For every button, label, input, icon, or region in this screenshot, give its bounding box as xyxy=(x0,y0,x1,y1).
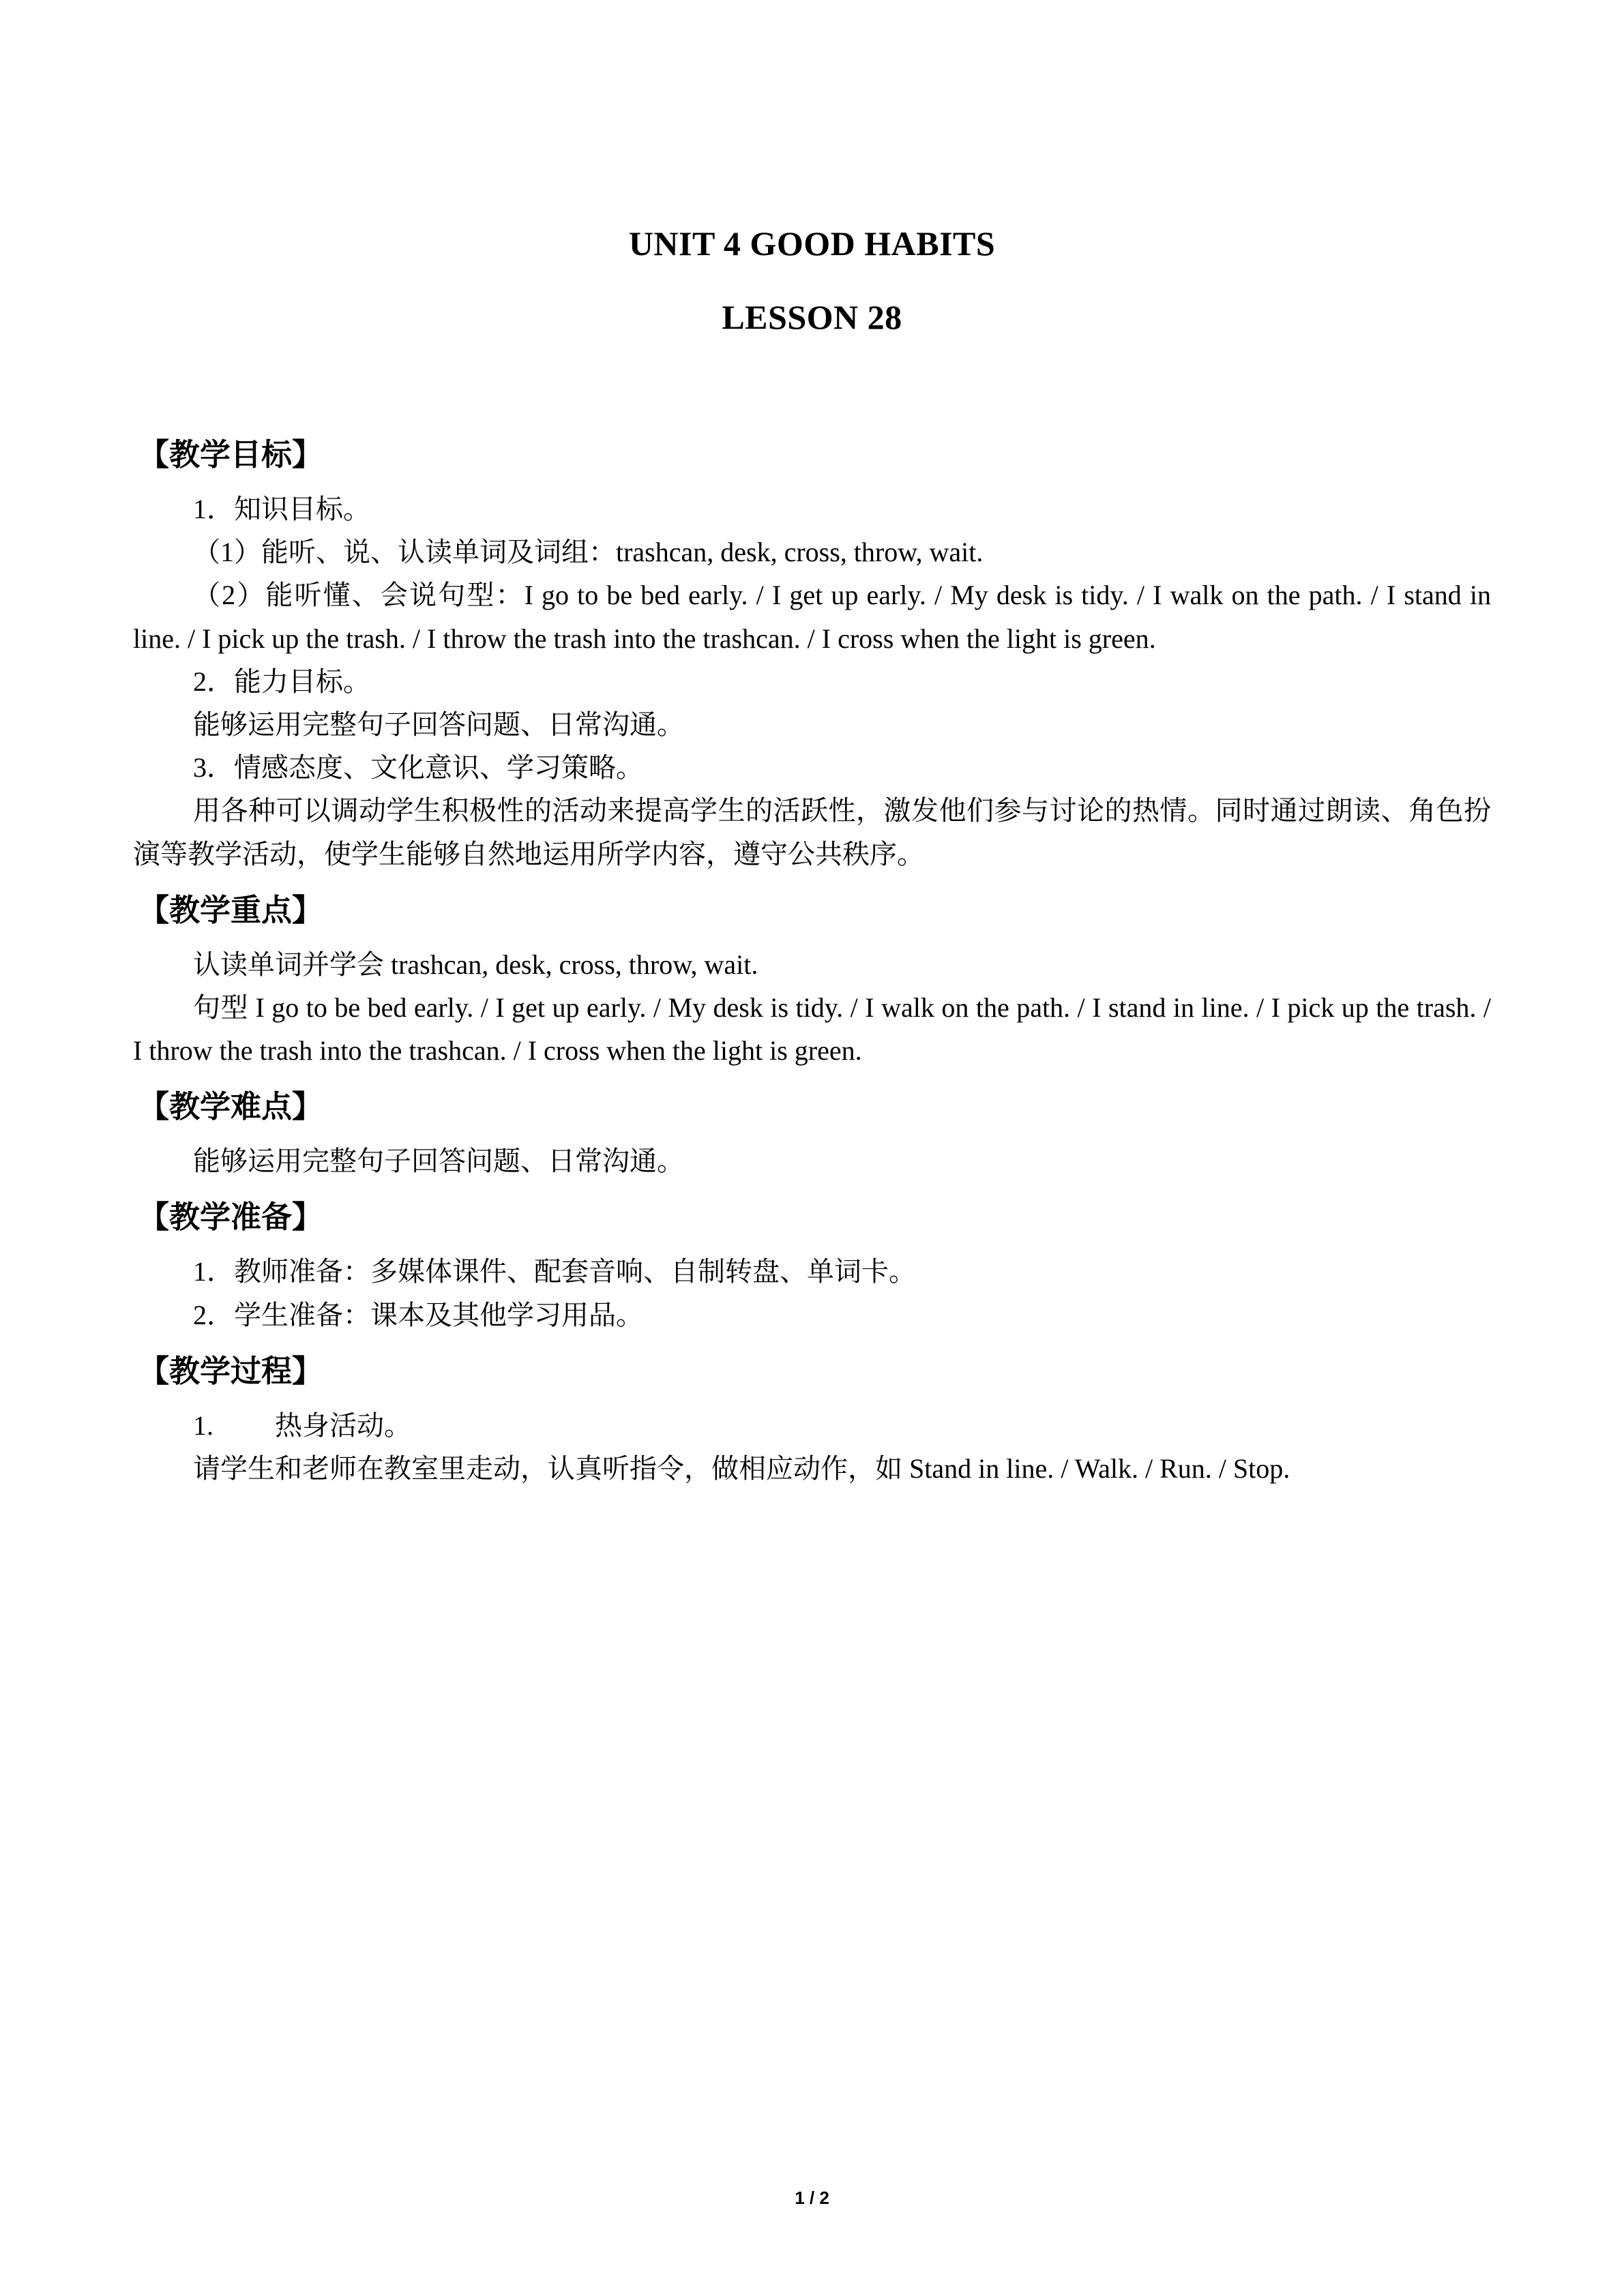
key-point-1: 认读单词并学会 trashcan, desk, cross, throw, wait. xyxy=(193,949,758,980)
objective-1: 1．知识目标。 xyxy=(193,494,370,524)
difficulties-text: 能够运用完整句子回答问题、日常沟通。 xyxy=(193,1146,684,1177)
spacer xyxy=(133,1236,1491,1250)
heading-objectives: 【教学目标】 xyxy=(138,438,323,472)
spacer xyxy=(133,1182,1491,1192)
objective-2: 2．能力目标。 xyxy=(193,666,370,697)
spacer xyxy=(133,1390,1491,1404)
objective-2-text: 能够运用完整句子回答问题、日常沟通。 xyxy=(193,709,684,740)
spacer xyxy=(133,474,1491,488)
page-title: UNIT 4 GOOD HABITS xyxy=(628,224,996,263)
heading-key-points: 【教学重点】 xyxy=(138,893,323,927)
spacer xyxy=(133,876,1491,885)
page-subtitle: LESSON 28 xyxy=(722,298,902,336)
spacer xyxy=(133,929,1491,943)
preparation-2: 2．学生准备：课本及其他学习用品。 xyxy=(193,1299,643,1330)
preparation-1: 1．教师准备：多媒体课件、配套音响、自制转盘、单词卡。 xyxy=(193,1256,916,1287)
heading-process: 【教学过程】 xyxy=(138,1354,323,1388)
spacer xyxy=(133,402,1491,430)
process-step-1-text: 请学生和老师在教室里走动，认真听指令，做相应动作，如 Stand in line. / Walk. / Run. / Stop. xyxy=(193,1453,1290,1484)
objective-1-2: （2）能听懂、会说句型：I go to be bed early. / I get up early. / My desk is tidy. / I walk on the path. / I stand in line. / I pick up the trash. / I throw the trash into the trashcan. / I cross when the light is green. xyxy=(133,580,1491,654)
page-number: 1 / 2 xyxy=(795,2188,829,2208)
spacer xyxy=(133,1126,1491,1139)
heading-preparation: 【教学准备】 xyxy=(138,1200,323,1235)
process-step-1: 1. 热身活动。 xyxy=(193,1410,411,1441)
spacer xyxy=(133,1337,1491,1346)
heading-difficulties: 【教学难点】 xyxy=(138,1090,323,1124)
spacer xyxy=(133,1072,1491,1082)
objective-1-1: （1）能听、说、认读单词及词组：trashcan, desk, cross, throw, wait. xyxy=(193,537,984,568)
objective-3-text: 用各种可以调动学生积极性的活动来提高学生的活跃性，激发他们参与讨论的热情。同时通过朗读、角色扮演等教学活动，使学生能够自然地运用所学内容，遵守公共秩序。 xyxy=(133,795,1491,869)
spacer xyxy=(133,337,1491,402)
key-point-2: 句型 I go to be bed early. / I get up early. / My desk is tidy. / I walk on the path. / I stand in line. / I pick up the trash. / I throw the trash into the trashcan. / I cross when the light is green. xyxy=(133,992,1491,1067)
objective-3: 3．情感态度、文化意识、学习策略。 xyxy=(193,752,643,784)
